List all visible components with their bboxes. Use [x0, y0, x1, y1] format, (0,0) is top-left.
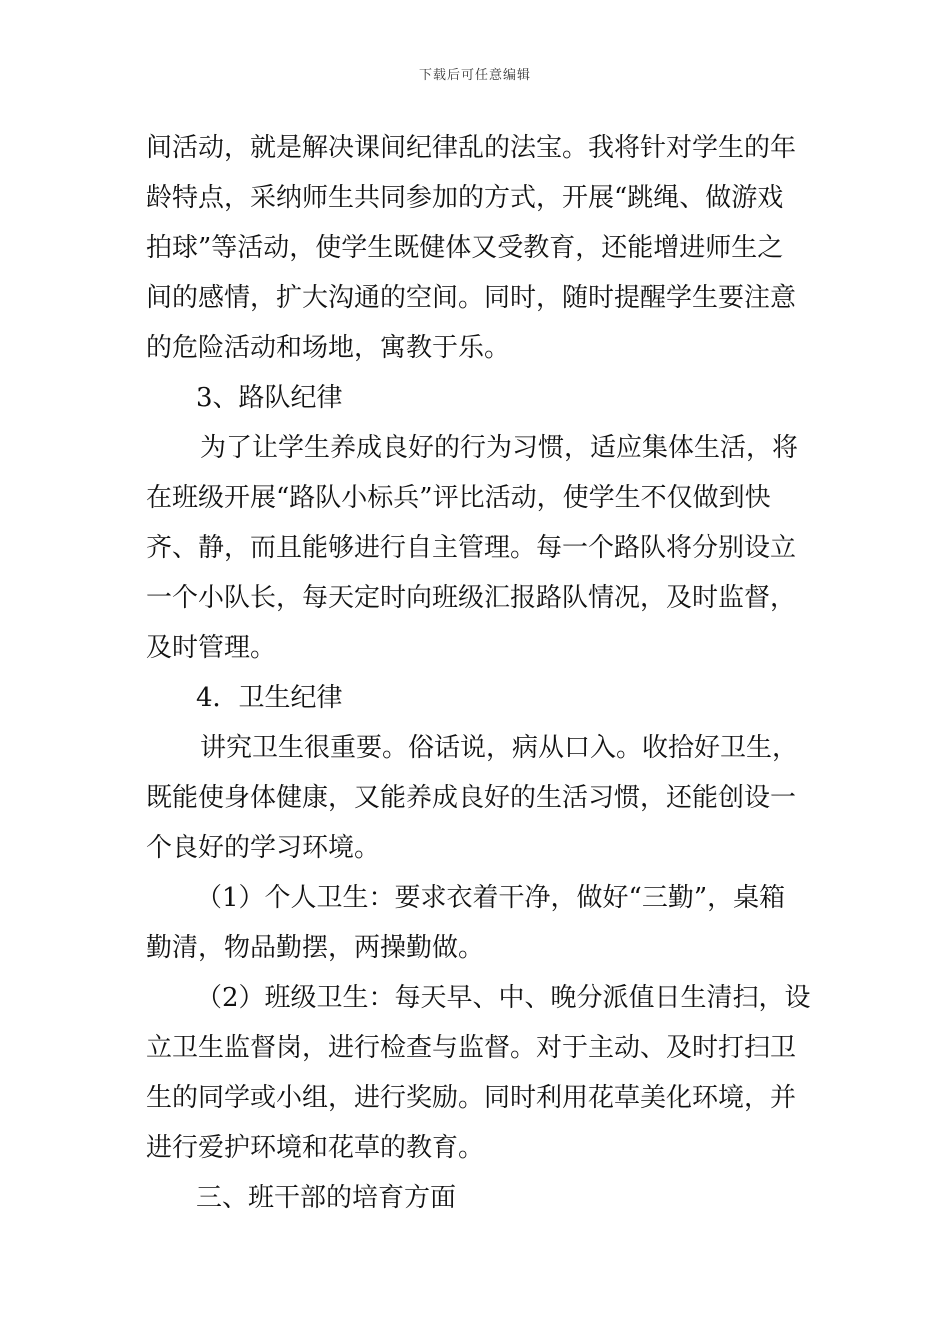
paragraph-line: 讲究卫生很重要。俗话说，病从口入。收拾好卫生， — [200, 733, 799, 763]
paragraph-line: 间的感情，扩大沟通的空间。同时，随时提醒学生要注意 — [146, 283, 797, 313]
paragraph-line: 个良好的学习环境。 — [146, 833, 381, 863]
list-item-line: （1）个人卫生：要求衣着干净，做好“三勤”，桌箱 — [196, 883, 786, 913]
section-heading: 4．卫生纪律 — [196, 683, 343, 713]
paragraph-line: 齐、静，而且能够进行自主管理。每一个路队将分别设立 — [146, 533, 797, 563]
paragraph-line: 既能使身体健康，又能养成良好的生活习惯，还能创设一 — [146, 783, 797, 813]
list-item-line: 立卫生监督岗，进行检查与监督。对于主动、及时打扫卫 — [146, 1033, 797, 1063]
list-item-line: 进行爱护环境和花草的教育。 — [146, 1133, 485, 1163]
paragraph-line: 及时管理。 — [146, 633, 277, 663]
paragraph-line: 一个小队长，每天定时向班级汇报路队情况，及时监督， — [146, 583, 797, 613]
section-heading: 三、班干部的培育方面 — [196, 1183, 457, 1213]
paragraph-line: 在班级开展“路队小标兵”评比活动，使学生不仅做到快 — [146, 483, 771, 513]
page-header-note: 下载后可任意编辑 — [418, 68, 531, 83]
list-item-line: （2）班级卫生：每天早、中、晚分派值日生清扫，设 — [196, 983, 811, 1013]
paragraph-line: 为了让学生养成良好的行为习惯，适应集体生活，将 — [200, 433, 799, 463]
paragraph-line: 的危险活动和场地，寓教于乐。 — [146, 333, 511, 363]
list-item-line: 生的同学或小组，进行奖励。同时利用花草美化环境，并 — [146, 1083, 797, 1113]
list-item-line: 勤清，物品勤摆，两操勤做。 — [146, 933, 485, 963]
paragraph-line: 拍球”等活动，使学生既健体又受教育，还能增进师生之 — [146, 233, 784, 263]
paragraph-line: 间活动，就是解决课间纪律乱的法宝。我将针对学生的年 — [146, 133, 797, 163]
section-heading: 3、路队纪律 — [196, 383, 343, 413]
paragraph-line: 龄特点，采纳师生共同参加的方式，开展“跳绳、做游戏 — [146, 183, 784, 213]
